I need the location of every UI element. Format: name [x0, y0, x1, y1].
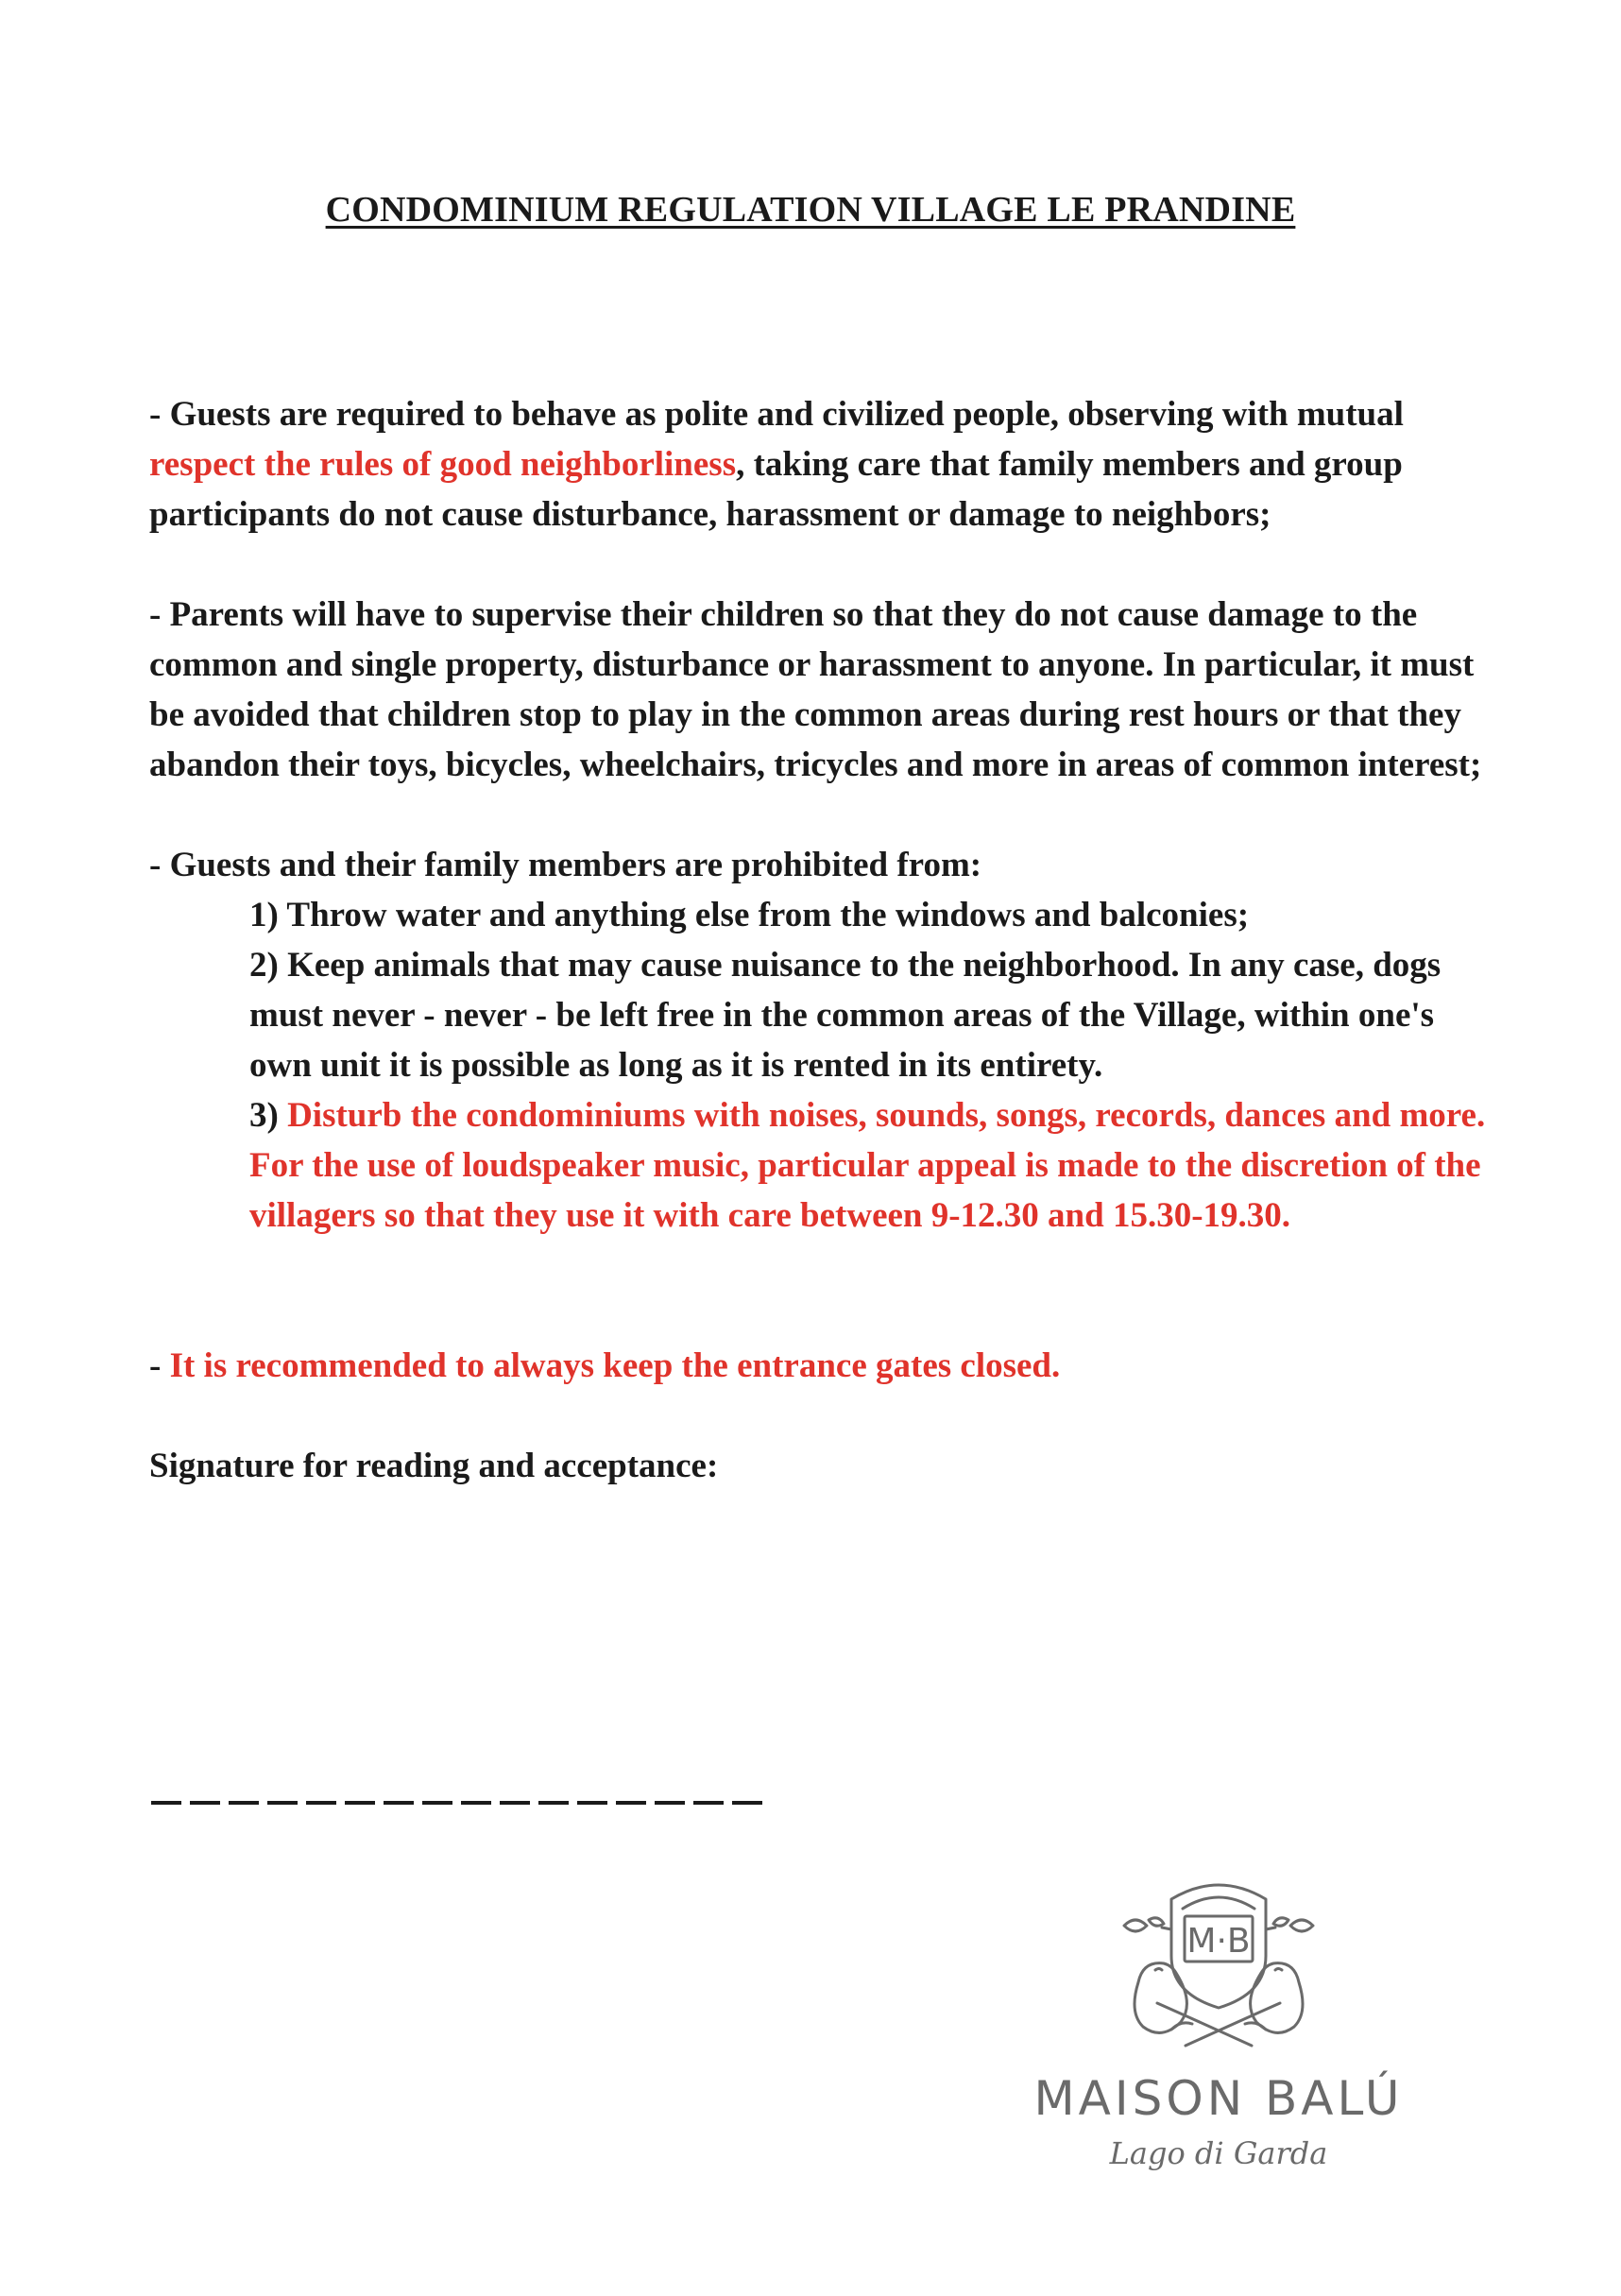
- rule-gates-text: It is recommended to always keep the entrance gates closed.: [169, 1346, 1061, 1385]
- rule-prohibited-item-1: 1) Throw water and anything else from the windows and balconies;: [249, 896, 1250, 934]
- rule-children: - Parents will have to supervise their children so that they do not cause damage to the common and single property, disturbance or harassment to anyone. In particular, it must be avoided that children stop to play in the common areas during rest hours or that they abandon their toys, bicycles, wheelchairs, tricycles and more in areas of common interest;: [149, 595, 1482, 784]
- rule-prohibited-item-3-text: Disturb the condominiums with noises, sounds, songs, records, dances and more. For the use of loudspeaker music, particular appeal is made to the discretion of the villagers so that they use it with care between 9-12.30 and 15.30-19.30.: [249, 1096, 1486, 1235]
- rule-prohibited-item-2: 2) Keep animals that may cause nuisance to the neighborhood. In any case, dogs must never - never - be left free in the common areas of the Village, within one's own unit it is possible as long as it is rented in its entirety.: [249, 946, 1442, 1085]
- rule-gates-dash: -: [149, 1346, 170, 1385]
- rule-prohibited-item-3-number: 3): [249, 1096, 288, 1135]
- signature-line[interactable]: [151, 1801, 770, 1805]
- logo-emblem-icon: [982, 1861, 1455, 2069]
- signature-label: Signature for reading and acceptance:: [149, 1447, 719, 1485]
- rule-behavior-text-a: - Guests are required to behave as polite and civilized people, observing with mutual: [149, 395, 1404, 434]
- rule-gates: [149, 1341, 1491, 1391]
- maison-balu-logo: [982, 1861, 1455, 2173]
- rule-behavior: [149, 389, 1491, 540]
- rule-prohibited-intro: - Guests and their family members are prohibited from:: [149, 846, 982, 884]
- document-title: CONDOMINIUM REGULATION VILLAGE LE PRANDINE: [325, 190, 1296, 230]
- logo-monogram: M·B: [1186, 1922, 1251, 1961]
- regulation-body: [149, 389, 1491, 1491]
- logo-brand-name: MAISON BALÚ: [1033, 2071, 1404, 2126]
- logo-tagline: Lago di Garda: [1109, 2135, 1328, 2171]
- rule-prohibited-item-3: [149, 1090, 1491, 1241]
- rule-behavior-text-b: , taking care that family members and group participants do not cause disturbance, harassment or damage to neighbors;: [149, 445, 1403, 534]
- rule-behavior-highlight: respect the rules of good neighborliness: [149, 445, 737, 484]
